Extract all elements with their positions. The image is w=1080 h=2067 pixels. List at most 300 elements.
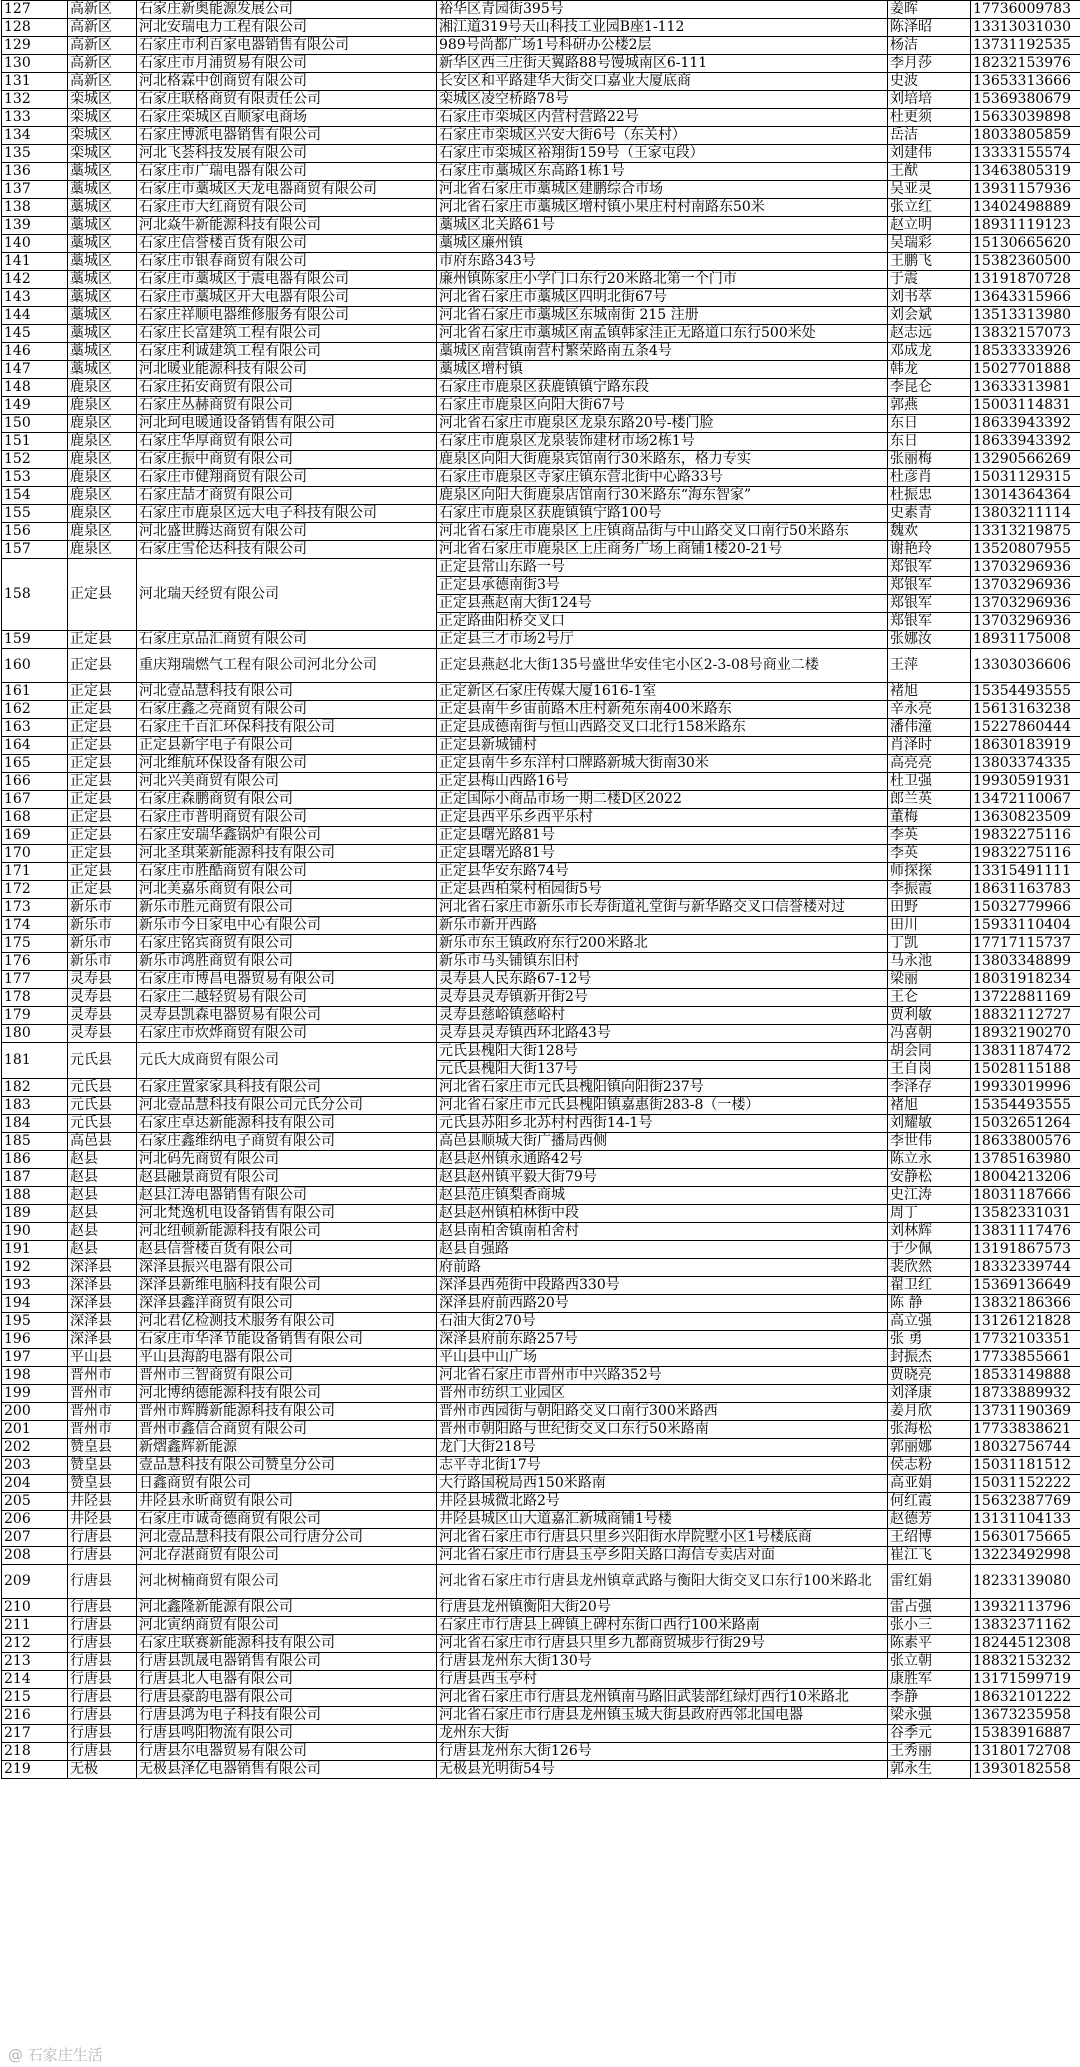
- address-cell: 正定县成德南街与恒山西路交叉口北行158米路东: [437, 719, 888, 737]
- company-cell: 平山县海韵电器有限公司: [137, 1349, 437, 1367]
- table-row: [2, 55, 1080, 73]
- district-cell: 深泽县: [68, 1331, 137, 1349]
- contact-cell: 康胜军: [888, 1671, 971, 1689]
- phone-cell: 15227860444: [971, 719, 1080, 737]
- row-number: 146: [2, 343, 68, 361]
- company-cell: 石家庄联格商贸有限责任公司: [137, 91, 437, 109]
- phone-cell: 17732103351: [971, 1331, 1080, 1349]
- row-number: 128: [2, 19, 68, 37]
- company-cell: 河北鑫隆新能源有限公司: [137, 1599, 437, 1617]
- company-cell: 石家庄振中商贸有限公司: [137, 451, 437, 469]
- row-number: 151: [2, 433, 68, 451]
- contact-cell: 刘建伟: [888, 145, 971, 163]
- phone-cell: 13831187472: [971, 1043, 1080, 1061]
- company-cell: 赵县信誉楼百货有限公司: [137, 1241, 437, 1259]
- district-cell: 鹿泉区: [68, 433, 137, 451]
- company-cell: 行唐县豪韵电器有限公司: [137, 1689, 437, 1707]
- phone-cell: 13731190369: [971, 1403, 1080, 1421]
- address-cell: 河北省石家庄市藁城区四明北街67号: [437, 289, 888, 307]
- table-row: [2, 163, 1080, 181]
- row-number: 145: [2, 325, 68, 343]
- address-cell: 平山县中山广场: [437, 1349, 888, 1367]
- row-number: 179: [2, 1007, 68, 1025]
- district-cell: 赵县: [68, 1223, 137, 1241]
- address-cell: 高邑县顺城大街广播局西侧: [437, 1133, 888, 1151]
- contact-cell: 姜晖: [888, 1, 971, 19]
- address-cell: 正定国际小商品市场一期二楼D区2022: [437, 791, 888, 809]
- table-row: [2, 289, 1080, 307]
- phone-cell: 13803211114: [971, 505, 1080, 523]
- company-cell: 晋州市鑫信合商贸有限公司: [137, 1421, 437, 1439]
- phone-cell: 13463805319: [971, 163, 1080, 181]
- company-cell: 行唐县北人电器有限公司: [137, 1671, 437, 1689]
- address-cell: 石家庄市鹿泉区获鹿镇镇宁路东段: [437, 379, 888, 397]
- company-cell: 石家庄市博昌电器贸易有限公司: [137, 971, 437, 989]
- contact-cell: 郭丽娜: [888, 1439, 971, 1457]
- address-cell: 河北省石家庄市行唐县玉亭乡阳关路口海信专卖店对面: [437, 1547, 888, 1565]
- company-cell: 正定县新宇电子有限公司: [137, 737, 437, 755]
- phone-cell: 13803348899: [971, 953, 1080, 971]
- contact-cell: 董梅: [888, 809, 971, 827]
- district-cell: 鹿泉区: [68, 469, 137, 487]
- table-row: [2, 1617, 1080, 1635]
- company-cell: 新熠鑫辉新能源: [137, 1439, 437, 1457]
- address-cell: 正定县西柏棠村栢园街5号: [437, 881, 888, 899]
- phone-cell: 18632101222: [971, 1689, 1080, 1707]
- table-row: [2, 271, 1080, 289]
- address-cell: 正定县华安东路74号: [437, 863, 888, 881]
- phone-cell: 15027701888: [971, 361, 1080, 379]
- row-number: 213: [2, 1653, 68, 1671]
- row-number: 193: [2, 1277, 68, 1295]
- contact-cell: 褚旭: [888, 1097, 971, 1115]
- row-number: 163: [2, 719, 68, 737]
- district-cell: 赵县: [68, 1169, 137, 1187]
- table-row: [2, 971, 1080, 989]
- table-row: [2, 1205, 1080, 1223]
- company-cell: 石家庄置家家具科技有限公司: [137, 1079, 437, 1097]
- phone-cell: 18631163783: [971, 881, 1080, 899]
- address-cell: 正定县常山东路一号: [437, 559, 888, 577]
- phone-cell: 15031181512: [971, 1457, 1080, 1475]
- company-cell: 石家庄祥顺电器维修服务有限公司: [137, 307, 437, 325]
- address-cell: 河北省石家庄市晋州市中兴路352号: [437, 1367, 888, 1385]
- address-cell: 行唐县龙州镇衡阳大街20号: [437, 1599, 888, 1617]
- table-row: [2, 1079, 1080, 1097]
- dealer-table-body: [2, 1, 1080, 1779]
- table-row: [2, 1331, 1080, 1349]
- phone-cell: 15383916887: [971, 1725, 1080, 1743]
- table-row: [2, 1151, 1080, 1169]
- contact-cell: 高立强: [888, 1313, 971, 1331]
- company-cell: 重庆翔瑞燃气工程有限公司河北分公司: [137, 649, 437, 683]
- phone-cell: 13520807955: [971, 541, 1080, 559]
- address-cell: 赵县赵州镇柏林街中段: [437, 1205, 888, 1223]
- contact-cell: 雷红娟: [888, 1565, 971, 1599]
- table-row: [2, 1097, 1080, 1115]
- district-cell: 正定县: [68, 809, 137, 827]
- phone-cell: 15382360500: [971, 253, 1080, 271]
- row-number: 205: [2, 1493, 68, 1511]
- row-number: 132: [2, 91, 68, 109]
- district-cell: 藁城区: [68, 253, 137, 271]
- company-cell: 新乐市鸿胜商贸有限公司: [137, 953, 437, 971]
- company-cell: 河北君亿检测技术服务有限公司: [137, 1313, 437, 1331]
- contact-cell: 张娜汝: [888, 631, 971, 649]
- company-cell: 石家庄市普明商贸有限公司: [137, 809, 437, 827]
- row-number: 182: [2, 1079, 68, 1097]
- table-row: [2, 199, 1080, 217]
- phone-cell: 15354493555: [971, 683, 1080, 701]
- phone-cell: 19933019996: [971, 1079, 1080, 1097]
- table-row: [2, 1349, 1080, 1367]
- address-cell: 河北省石家庄市鹿泉区龙泉东路20号-楼门脸: [437, 415, 888, 433]
- table-row: [2, 145, 1080, 163]
- address-cell: 石油大街270号: [437, 1313, 888, 1331]
- table-row: [2, 181, 1080, 199]
- table-row: [2, 719, 1080, 737]
- address-cell: 行唐县西玉亭村: [437, 1671, 888, 1689]
- phone-cell: 13831117476: [971, 1223, 1080, 1241]
- company-cell: 石家庄利诚建筑工程有限公司: [137, 343, 437, 361]
- table-row: [2, 1385, 1080, 1403]
- row-number: 165: [2, 755, 68, 773]
- address-cell: 长安区和平路建华大街交口嘉业大厦底商: [437, 73, 888, 91]
- district-cell: 晋州市: [68, 1421, 137, 1439]
- table-row: [2, 1295, 1080, 1313]
- district-cell: 高邑县: [68, 1133, 137, 1151]
- contact-cell: 潘伟潼: [888, 719, 971, 737]
- row-number: 212: [2, 1635, 68, 1653]
- row-number: 218: [2, 1743, 68, 1761]
- address-cell: 灵寿县慈峪镇慈峪村: [437, 1007, 888, 1025]
- table-row: [2, 217, 1080, 235]
- address-cell: 正定县三才市场2号厅: [437, 631, 888, 649]
- address-cell: 灵寿县人民东路67-12号: [437, 971, 888, 989]
- contact-cell: 刘耀敏: [888, 1115, 971, 1133]
- phone-cell: 13313031030: [971, 19, 1080, 37]
- company-cell: 石家庄信誉楼百货有限公司: [137, 235, 437, 253]
- phone-cell: 13472110067: [971, 791, 1080, 809]
- address-cell: 河北省石家庄市行唐县龙州镇南马路旧武装部红绿灯西行10米路北: [437, 1689, 888, 1707]
- phone-cell: 13131104133: [971, 1511, 1080, 1529]
- address-cell: 989号尚都广场1号科研办公楼2层: [437, 37, 888, 55]
- district-cell: 新乐市: [68, 953, 137, 971]
- row-number: 158: [2, 559, 68, 631]
- company-cell: 石家庄市炊烨商贸有限公司: [137, 1025, 437, 1043]
- district-cell: 无极: [68, 1761, 137, 1779]
- phone-cell: 18832153232: [971, 1653, 1080, 1671]
- contact-cell: 贾利敏: [888, 1007, 971, 1025]
- row-number: 147: [2, 361, 68, 379]
- contact-cell: 赵立明: [888, 217, 971, 235]
- district-cell: 高新区: [68, 37, 137, 55]
- phone-cell: 15028115188: [971, 1061, 1080, 1079]
- contact-cell: 刘林辉: [888, 1223, 971, 1241]
- company-cell: 赵县融景商贸有限公司: [137, 1169, 437, 1187]
- company-cell: 石家庄市藁城区开大电器有限公司: [137, 289, 437, 307]
- address-cell: 大行路国税局西150米路南: [437, 1475, 888, 1493]
- district-cell: 藁城区: [68, 325, 137, 343]
- row-number: 169: [2, 827, 68, 845]
- district-cell: 鹿泉区: [68, 523, 137, 541]
- table-row: [2, 469, 1080, 487]
- district-cell: 藁城区: [68, 181, 137, 199]
- contact-cell: 李昆仑: [888, 379, 971, 397]
- company-cell: 河北寅纳商贸有限公司: [137, 1617, 437, 1635]
- address-cell: 石家庄市鹿泉区向阳大街67号: [437, 397, 888, 415]
- row-number: 208: [2, 1547, 68, 1565]
- row-number: 181: [2, 1043, 68, 1079]
- address-cell: 晋州市纺织工业园区: [437, 1385, 888, 1403]
- contact-cell: 王鹏飞: [888, 253, 971, 271]
- row-number: 172: [2, 881, 68, 899]
- district-cell: 赵县: [68, 1241, 137, 1259]
- row-number: 131: [2, 73, 68, 91]
- contact-cell: 李英: [888, 845, 971, 863]
- row-number: 174: [2, 917, 68, 935]
- company-cell: 壹品慧科技有限公司赞皇分公司: [137, 1457, 437, 1475]
- address-cell: 裕华区青园街395号: [437, 1, 888, 19]
- district-cell: 藁城区: [68, 163, 137, 181]
- company-cell: 河北树楠商贸有限公司: [137, 1565, 437, 1599]
- phone-cell: 18932190270: [971, 1025, 1080, 1043]
- address-cell: 石家庄市鹿泉区寺家庄镇东营北街中心路33号: [437, 469, 888, 487]
- address-cell: 正定路曲阳桥交叉口: [437, 613, 888, 631]
- company-cell: 深泽县新维电脑科技有限公司: [137, 1277, 437, 1295]
- table-row: [2, 1475, 1080, 1493]
- table-row: [2, 1133, 1080, 1151]
- company-cell: 石家庄博派电器销售有限公司: [137, 127, 437, 145]
- table-row: [2, 361, 1080, 379]
- row-number: 188: [2, 1187, 68, 1205]
- phone-cell: 13171599719: [971, 1671, 1080, 1689]
- district-cell: 行唐县: [68, 1725, 137, 1743]
- phone-cell: 18032756744: [971, 1439, 1080, 1457]
- address-cell: 河北省石家庄市藁城区南孟镇韩家洼正无路道口东行500米处: [437, 325, 888, 343]
- row-number: 189: [2, 1205, 68, 1223]
- district-cell: 井陉县: [68, 1493, 137, 1511]
- phone-cell: 17717115737: [971, 935, 1080, 953]
- address-cell: 晋州市西园街与朝阳路交叉口南行300米路西: [437, 1403, 888, 1421]
- company-cell: 行唐县鸣阳物流有限公司: [137, 1725, 437, 1743]
- row-number: 202: [2, 1439, 68, 1457]
- row-number: 173: [2, 899, 68, 917]
- contact-cell: 于少佩: [888, 1241, 971, 1259]
- company-cell: 河北维航环保设备有限公司: [137, 755, 437, 773]
- phone-cell: 13703296936: [971, 577, 1080, 595]
- table-row: [2, 1, 1080, 19]
- table-row: [2, 1169, 1080, 1187]
- district-cell: 赞皇县: [68, 1457, 137, 1475]
- contact-cell: 吴亚灵: [888, 181, 971, 199]
- table-row: [2, 1493, 1080, 1511]
- phone-cell: 18633943392: [971, 415, 1080, 433]
- phone-cell: 13722881169: [971, 989, 1080, 1007]
- district-cell: 行唐县: [68, 1689, 137, 1707]
- district-cell: 正定县: [68, 845, 137, 863]
- contact-cell: 郑银军: [888, 613, 971, 631]
- table-row: [2, 737, 1080, 755]
- phone-cell: 13785163980: [971, 1151, 1080, 1169]
- row-number: 200: [2, 1403, 68, 1421]
- address-cell: 龙州东大街: [437, 1725, 888, 1743]
- district-cell: 赵县: [68, 1151, 137, 1169]
- district-cell: 鹿泉区: [68, 505, 137, 523]
- table-row: [2, 1511, 1080, 1529]
- row-number: 127: [2, 1, 68, 19]
- company-cell: 新乐市今日家电中心有限公司: [137, 917, 437, 935]
- address-cell: 深泽县府前西路20号: [437, 1295, 888, 1313]
- row-number: 150: [2, 415, 68, 433]
- district-cell: 灵寿县: [68, 1007, 137, 1025]
- district-cell: 藁城区: [68, 289, 137, 307]
- phone-cell: 13180172708: [971, 1743, 1080, 1761]
- district-cell: 鹿泉区: [68, 451, 137, 469]
- address-cell: 河北省石家庄市行唐县龙州镇玉城大街县政府西邻北国电器: [437, 1707, 888, 1725]
- address-cell: 河北省石家庄市鹿泉区上庄商务广场上商铺1楼20-21号: [437, 541, 888, 559]
- company-cell: 河北兴美商贸有限公司: [137, 773, 437, 791]
- contact-cell: 马永池: [888, 953, 971, 971]
- district-cell: 栾城区: [68, 127, 137, 145]
- phone-cell: 18004213206: [971, 1169, 1080, 1187]
- phone-cell: 13803374335: [971, 755, 1080, 773]
- table-row: [2, 773, 1080, 791]
- district-cell: 新乐市: [68, 935, 137, 953]
- contact-cell: 安静松: [888, 1169, 971, 1187]
- table-row: [2, 1025, 1080, 1043]
- phone-cell: 17736009783: [971, 1, 1080, 19]
- contact-cell: 田川: [888, 917, 971, 935]
- row-number: 192: [2, 1259, 68, 1277]
- district-cell: 正定县: [68, 649, 137, 683]
- contact-cell: 杜更须: [888, 109, 971, 127]
- row-number: 129: [2, 37, 68, 55]
- address-cell: 栾城区凌空桥路78号: [437, 91, 888, 109]
- row-number: 149: [2, 397, 68, 415]
- company-cell: 石家庄新奥能源发展公司: [137, 1, 437, 19]
- contact-cell: 雷占强: [888, 1599, 971, 1617]
- contact-cell: 陈素平: [888, 1635, 971, 1653]
- phone-cell: 15031152222: [971, 1475, 1080, 1493]
- address-cell: 志平寺北街17号: [437, 1457, 888, 1475]
- address-cell: 行唐县龙州东大街126号: [437, 1743, 888, 1761]
- row-number: 199: [2, 1385, 68, 1403]
- address-cell: 正定县西平乐乡西平乐村: [437, 809, 888, 827]
- company-cell: 石家庄喆才商贸有限公司: [137, 487, 437, 505]
- phone-cell: 13731192535: [971, 37, 1080, 55]
- row-number: 164: [2, 737, 68, 755]
- table-row: [2, 935, 1080, 953]
- row-number: 178: [2, 989, 68, 1007]
- district-cell: 灵寿县: [68, 989, 137, 1007]
- contact-cell: 张小三: [888, 1617, 971, 1635]
- phone-cell: 13832186366: [971, 1295, 1080, 1313]
- phone-cell: 13290566269: [971, 451, 1080, 469]
- company-cell: 河北圣琪莱新能源科技有限公司: [137, 845, 437, 863]
- district-cell: 藁城区: [68, 217, 137, 235]
- contact-cell: 梁丽: [888, 971, 971, 989]
- contact-cell: 王仑: [888, 989, 971, 1007]
- phone-cell: 19832275116: [971, 845, 1080, 863]
- phone-cell: 13303036606: [971, 649, 1080, 683]
- district-cell: 藁城区: [68, 361, 137, 379]
- table-row: [2, 541, 1080, 559]
- district-cell: 平山县: [68, 1349, 137, 1367]
- phone-cell: 13191870728: [971, 271, 1080, 289]
- table-row: [2, 1043, 1080, 1061]
- row-number: 216: [2, 1707, 68, 1725]
- address-cell: 灵寿县灵寿镇西环北路43号: [437, 1025, 888, 1043]
- row-number: 187: [2, 1169, 68, 1187]
- contact-cell: 周丁: [888, 1205, 971, 1223]
- address-cell: 鹿泉区向阳大街鹿泉店馆南行30米路东“海东智家”: [437, 487, 888, 505]
- address-cell: 晋州市朝阳路与世纪街交叉口东行50米路南: [437, 1421, 888, 1439]
- table-row: [2, 109, 1080, 127]
- company-cell: 石家庄市银春商贸有限公司: [137, 253, 437, 271]
- address-cell: 深泽县西苑街中段路西330号: [437, 1277, 888, 1295]
- contact-cell: 裴欣然: [888, 1259, 971, 1277]
- phone-cell: 13402498889: [971, 199, 1080, 217]
- address-cell: 藁城区南营镇南营村繁荣路南五条4号: [437, 343, 888, 361]
- company-cell: 行唐县凯晟电器销售有限公司: [137, 1653, 437, 1671]
- district-cell: 正定县: [68, 683, 137, 701]
- row-number: 171: [2, 863, 68, 881]
- contact-cell: 李世伟: [888, 1133, 971, 1151]
- phone-cell: 13333155574: [971, 145, 1080, 163]
- row-number: 177: [2, 971, 68, 989]
- phone-cell: 13630823509: [971, 809, 1080, 827]
- district-cell: 元氏县: [68, 1043, 137, 1079]
- district-cell: 元氏县: [68, 1097, 137, 1115]
- row-number: 136: [2, 163, 68, 181]
- contact-cell: 魏欢: [888, 523, 971, 541]
- district-cell: 行唐县: [68, 1743, 137, 1761]
- row-number: 207: [2, 1529, 68, 1547]
- table-row: [2, 307, 1080, 325]
- district-cell: 藁城区: [68, 199, 137, 217]
- contact-cell: 李振霞: [888, 881, 971, 899]
- district-cell: 深泽县: [68, 1313, 137, 1331]
- contact-cell: 史素青: [888, 505, 971, 523]
- address-cell: 正定县燕赵北大街135号盛世华安佳宅小区2-3-08号商业二楼: [437, 649, 888, 683]
- table-row: [2, 127, 1080, 145]
- contact-cell: 刘书萃: [888, 289, 971, 307]
- row-number: 198: [2, 1367, 68, 1385]
- row-number: 152: [2, 451, 68, 469]
- address-cell: 正定县曙光路81号: [437, 845, 888, 863]
- company-cell: 河北壹品慧科技有限公司行唐分公司: [137, 1529, 437, 1547]
- phone-cell: 13703296936: [971, 595, 1080, 613]
- contact-cell: 封振杰: [888, 1349, 971, 1367]
- company-cell: 日鑫商贸有限公司: [137, 1475, 437, 1493]
- district-cell: 鹿泉区: [68, 397, 137, 415]
- contact-cell: 翟卫红: [888, 1277, 971, 1295]
- address-cell: 龙门大街218号: [437, 1439, 888, 1457]
- phone-cell: 13191867573: [971, 1241, 1080, 1259]
- table-row: [2, 1421, 1080, 1439]
- address-cell: 新乐市东王镇政府东行200米路北: [437, 935, 888, 953]
- district-cell: 正定县: [68, 863, 137, 881]
- address-cell: 河北省石家庄市元氏县槐阳镇向阳街237号: [437, 1079, 888, 1097]
- table-row: [2, 917, 1080, 935]
- contact-cell: 辛永亮: [888, 701, 971, 719]
- company-cell: 河北瑞天经贸有限公司: [137, 559, 437, 631]
- district-cell: 鹿泉区: [68, 541, 137, 559]
- district-cell: 藁城区: [68, 307, 137, 325]
- row-number: 204: [2, 1475, 68, 1493]
- table-row: [2, 1761, 1080, 1779]
